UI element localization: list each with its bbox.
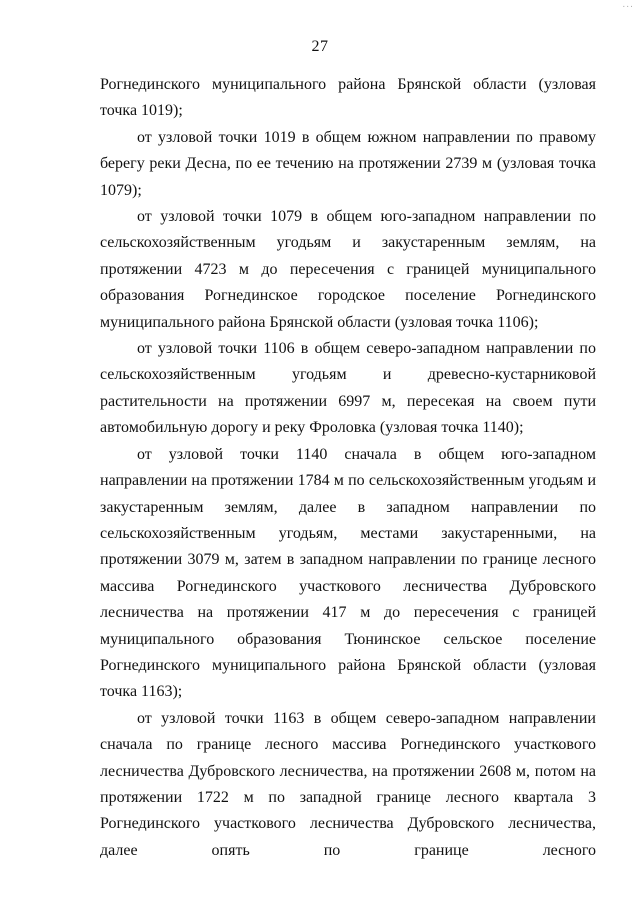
paragraph-6: от узловой точки 1163 в общем северо-западном направлении сначала по границе лесного массива Рогнединского участкового лесничества Дубровского лесничества, на протяжении 2608 м, потом на протяжении 1722 м по западной границе лесного квартала 3 Рогнединского участкового лесничества Дубровского лесничества, далее опять по границе лесного: [100, 709, 596, 859]
paragraph-5: от узловой точки 1140 сначала в общем юго-западном направлении на протяжении 1784 м по сельскохозяйственным угодьям и закустаренным землям, далее в западном направлении по сельскохозяйственным угодьям, местами закустаренными, на протяжении 3079 м, затем в западном направлении по границе лесного массива Рогнединского участкового лесничества Дубровского лесничества на протяжении 417 м до пересечения с границей муниципального образования Тюнинское сельское поселение Рогнединского муниципального района Брянской области (узловая точка 1163);: [100, 445, 596, 701]
paragraph-4: от узловой точки 1106 в общем северо-западном направлении по сельскохозяйственным угодьям и древесно-кустарниковой растительности на протяжении 6997 м, пересекая на своем пути автомобильную дорогу и реку Фроловка (узловая точка 1140);: [100, 340, 596, 437]
page-number: 27: [311, 38, 329, 55]
paragraph-3: от узловой точки 1079 в общем юго-западном направлении по сельскохозяйственным угодьям и закустаренным землям, на протяжении 4723 м до пересечения с границей муниципального образования Рогнединское городское поселение Рогнединского муниципального района Брянской области (узловая точка 1106);: [100, 208, 596, 331]
document-body: [100, 72, 596, 864]
corner-mark: ...: [622, 0, 634, 10]
paragraph-1: Рогнединского муниципального района Брянской области (узловая точка 1019);: [100, 76, 596, 120]
paragraph-2: от узловой точки 1019 в общем южном направлении по правому берегу реки Десна, по ее течению на протяжении 2739 м (узловая точка 1079);: [100, 128, 596, 199]
